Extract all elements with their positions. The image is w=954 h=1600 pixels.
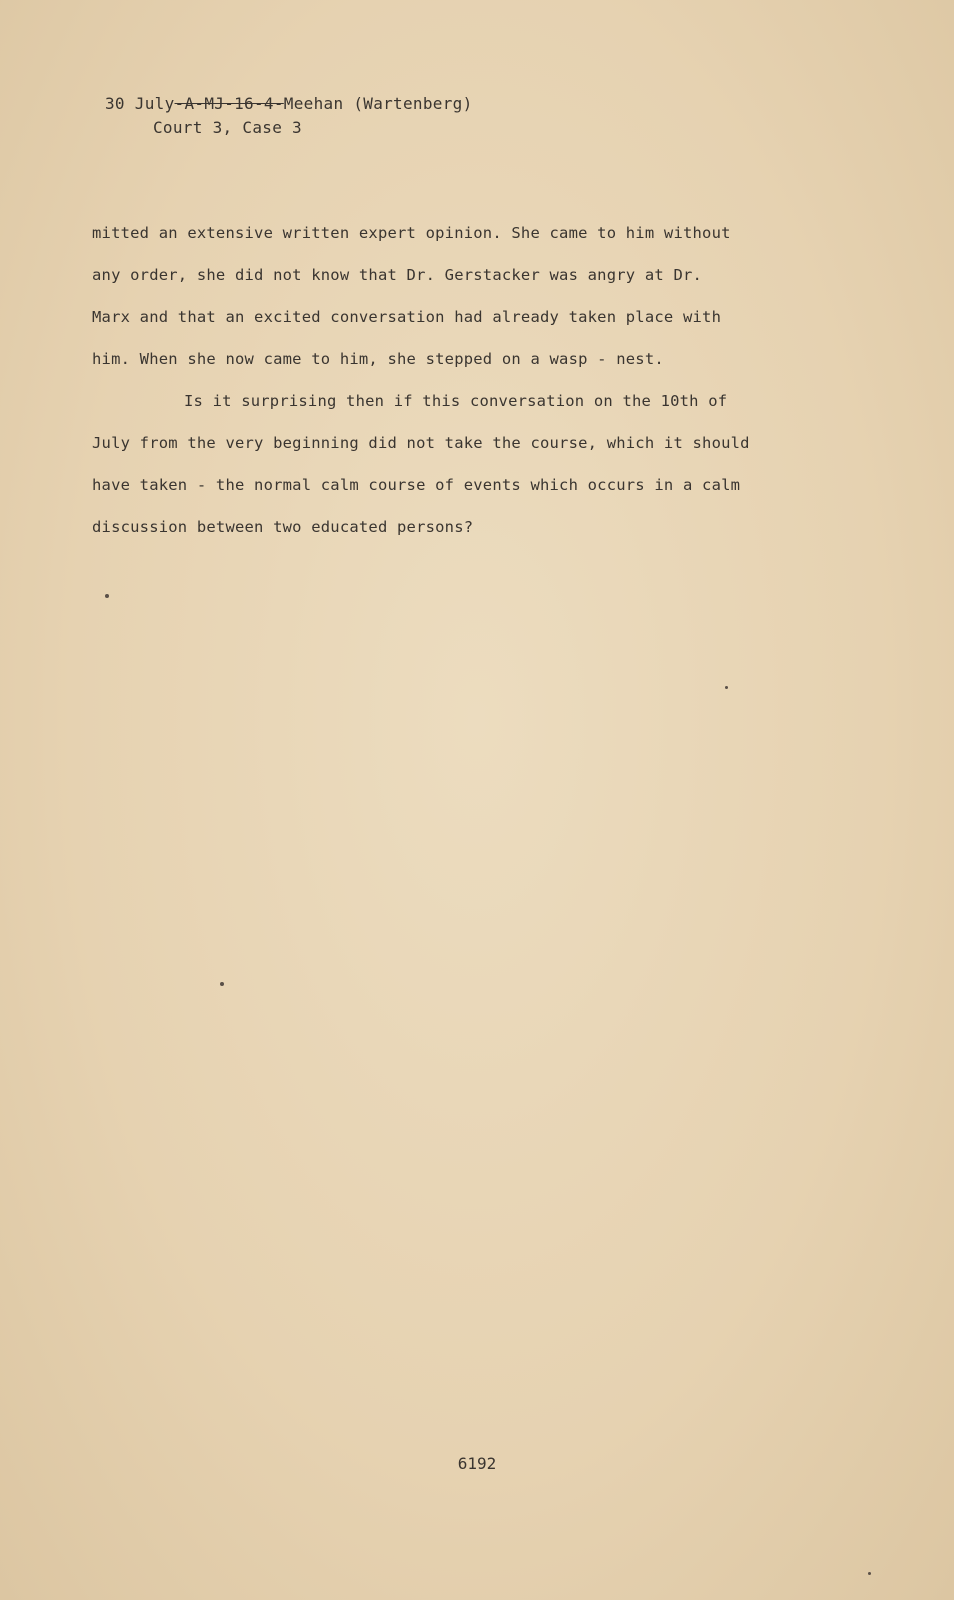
body-line-paragraph-start: Is it surprising then if this conversation on the 10th of xyxy=(184,392,728,410)
paper-speck xyxy=(725,686,728,689)
body-line: July from the very beginning did not take the course, which it should xyxy=(92,434,750,452)
body-line: discussion between two educated persons? xyxy=(92,518,474,536)
body-line: any order, she did not know that Dr. Gerstacker was angry at Dr. xyxy=(92,266,703,284)
header-line-date-reference xyxy=(105,92,473,116)
paper-speck xyxy=(220,982,224,986)
header-struck-reference: -A-MJ-16-4- xyxy=(174,94,284,113)
page-number: 6192 xyxy=(457,1454,497,1473)
header-court-case: Court 3, Case 3 xyxy=(153,118,302,137)
document-header xyxy=(105,92,473,140)
paper-speck xyxy=(868,1572,871,1575)
paper-speck xyxy=(105,594,109,598)
body-line: have taken - the normal calm course of events which occurs in a calm xyxy=(92,476,741,494)
body-line: mitted an extensive written expert opinion. She came to him without xyxy=(92,224,731,242)
document-body xyxy=(92,212,832,548)
body-line: him. When she now came to him, she stepped on a wasp - nest. xyxy=(92,350,664,368)
body-line: Marx and that an excited conversation had already taken place with xyxy=(92,308,722,326)
header-date: 30 July xyxy=(105,94,175,113)
header-interpreter: Meehan (Wartenberg) xyxy=(283,94,473,113)
